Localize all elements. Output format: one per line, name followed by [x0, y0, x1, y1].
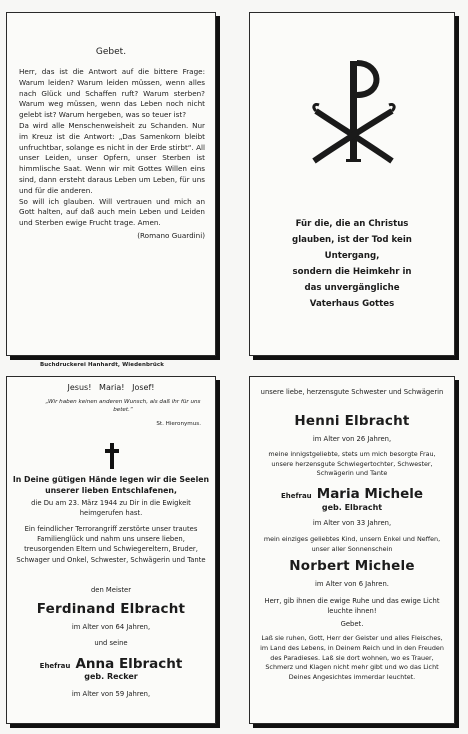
deceased-age: im Alter von 59 Jahren,	[71, 690, 151, 698]
deceased-name: Ferdinand Elbracht	[36, 601, 186, 617]
deceased-name-row	[7, 653, 215, 672]
and-line: und seine	[94, 639, 128, 647]
dedication-date: die Du am 23. März 1944 zu Dir in die Ewigkeit heimgerufen hast.	[31, 499, 191, 518]
symbol-verse	[250, 216, 454, 312]
jmj-heading: Jesus! Maria! Josef!	[67, 383, 155, 392]
hieronymus-quote: „Wir haben keinen anderen Wunsch, als daß ihr für uns betet.“	[45, 399, 201, 413]
closing-prayer: Laß sie ruhen, Gott, Herr der Geister und alles Fleisches, im Land des Lebens, in Deinem Reich und in den Freuden des Paradieses. Laß sie dort wohnen, wo es Trauer, Schmerz und Klagen nicht mehr gibt und wo das Licht Deines Angesichtes immerdar leuchtet.	[260, 634, 444, 682]
cross-icon	[105, 443, 119, 469]
rest-prayer: Herr, gib ihnen die ewige Ruhe und das ewige Licht leuchte ihnen!	[264, 597, 440, 616]
deceased-name: Maria Michele	[316, 486, 424, 502]
prayer-paragraph: So will ich glauben. Will vertrauen und mich an Gott halten, auf daß auch mein Leben und Leiden und Sterben ewige Frucht trage. Amen.	[19, 196, 205, 228]
prayer-paragraph: Herr, das ist die Antwort auf die bittere Frage: Warum leiden? Warum leiden müssen, wenn alles nach Glück und Schaffen ruft? Warum sterben? Warum weg müssen, wenn das Leben noch nicht gelebt ist? Warum hergeben, was so teuer ist?	[19, 67, 205, 120]
deceased-age: im Alter von 6 Jahren.	[315, 580, 389, 588]
verse-line: Untergang,	[324, 251, 380, 261]
verse-line: Für die, die an Christus	[295, 219, 409, 229]
deceased-age: im Alter von 64 Jahren,	[71, 623, 151, 631]
deceased-age: im Alter von 33 Jahren,	[312, 519, 392, 527]
maiden-name: geb. Recker	[84, 672, 138, 681]
name-prefix: Ehefrau	[280, 492, 312, 500]
obituary-right-card	[249, 376, 455, 724]
deceased-name: Henni Elbracht	[294, 413, 410, 429]
chi-rho-icon	[310, 55, 396, 165]
obituary-left-card	[6, 376, 216, 724]
dedication-lead: In Deine gütigen Hände legen wir die Seelen unserer lieben Entschlafenen,	[12, 475, 210, 495]
intro-line: meine innigstgeliebte, stets um mich besorgte Frau, unsere herzensgute Schwiegertochter, Schwester, Schwägerin und Tante	[268, 450, 436, 478]
verse-line: sondern die Heimkehr in	[292, 267, 412, 277]
deceased-name-row	[250, 483, 454, 502]
prayer-title: Gebet.	[95, 47, 127, 57]
gebet-heading: Gebet.	[340, 620, 364, 628]
deceased-name: Norbert Michele	[289, 558, 415, 574]
verse-line: das unvergängliche	[304, 283, 400, 293]
maiden-name: geb. Elbracht	[321, 503, 383, 512]
prayer-paragraph: Da wird alle Menschenweisheit zu Schanden. Nur im Kreuz ist die Antwort: „Das Samenkorn bleibt unfruchtbar, solange es nicht in der Erde stirbt“. All unser Leiden, unser Opfern, unser Sterben ist himmlische Saat. Wenn wir mit Gottes Willen eins sind, dann ersteht daraus Leben um Leben, für uns und für die anderen.	[19, 120, 205, 195]
prayer-text	[19, 67, 205, 242]
printer-imprint: Buchdruckerei Hanhardt, Wiedenbrück	[40, 362, 164, 368]
prayer-signature: (Romano Guardini)	[137, 230, 205, 240]
quote-source: St. Hieronymus.	[156, 421, 201, 427]
meister-line: den Meister	[90, 586, 132, 594]
name-prefix: Ehefrau	[39, 662, 71, 670]
deceased-age: im Alter von 26 Jahren,	[312, 435, 392, 443]
verse-line: glauben, ist der Tod kein	[292, 235, 412, 245]
prayer-card	[6, 12, 216, 356]
deceased-name: Anna Elbracht	[75, 656, 183, 672]
verse-line: Vaterhaus Gottes	[309, 299, 395, 309]
intro-line: mein einziges geliebtes Kind, unsern Enkel und Neffen, unser aller Sonnenschein	[263, 535, 441, 553]
obituary-body: Ein feindlicher Terrorangriff zerstörte unser trautes Familienglück und nahm uns unsere lieben, treusorgenden Eltern und Schwiegereltern, Bruder, Schwager und Onkel, Schwester, Schwägerin und Tante	[16, 525, 206, 564]
intro-line: unsere liebe, herzensgute Schwester und Schwägerin	[260, 388, 444, 396]
symbol-card	[249, 12, 455, 356]
